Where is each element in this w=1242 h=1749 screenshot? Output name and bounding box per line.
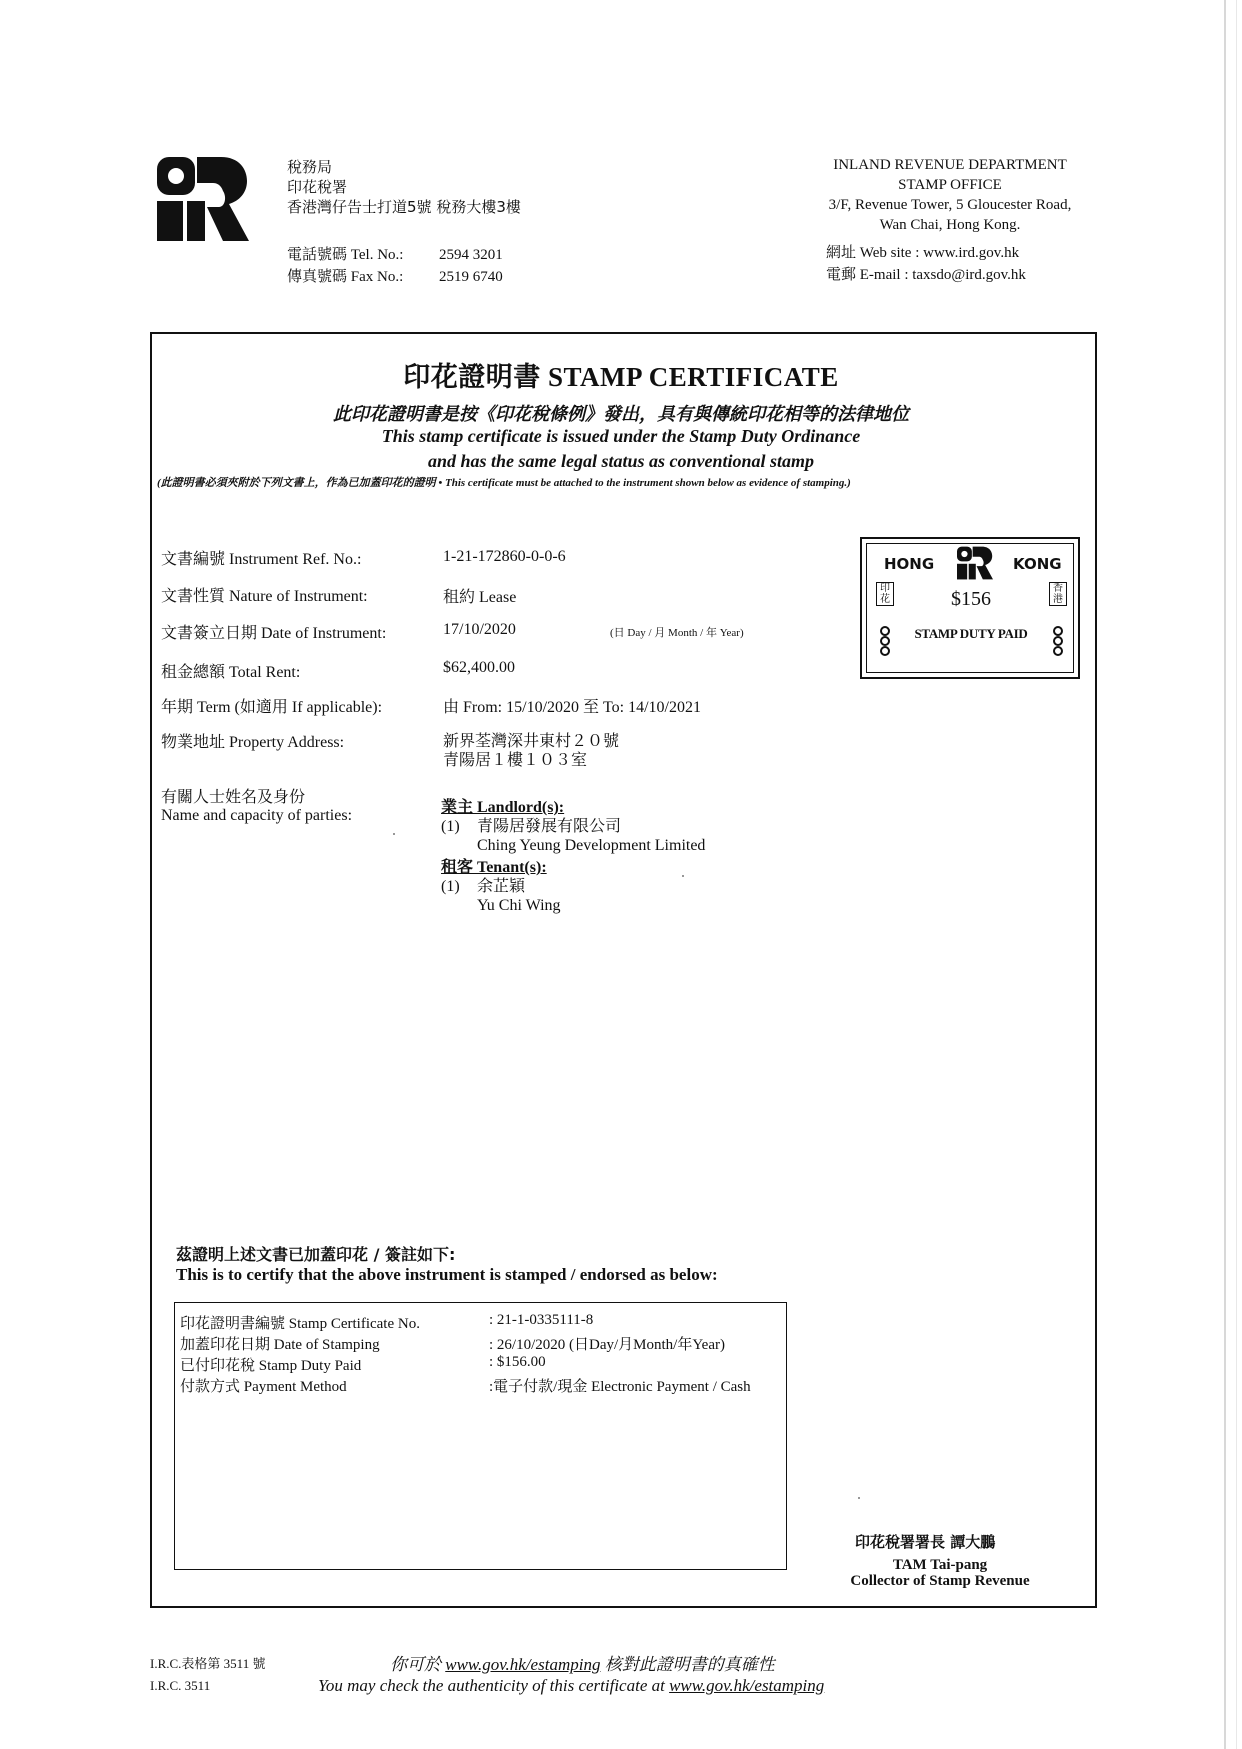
date-of-instrument-label: 文書簽立日期 Date of Instrument: xyxy=(161,625,387,642)
scan-speck xyxy=(393,833,395,835)
collector-name-cn: 印花稅署署長 譚大鵬 xyxy=(855,1533,996,1551)
fax-label: 傳真號碼 Fax No.: xyxy=(287,269,404,285)
stamp-paid-text: STAMP DUTY PAID xyxy=(914,626,1028,641)
header-cn-line: 印花稅署 xyxy=(287,178,348,196)
form-number-en: I.R.C. 3511 xyxy=(150,1678,211,1693)
tenant-heading: 租客 Tenant(s): xyxy=(441,859,547,876)
landlord-number: (1) xyxy=(441,818,460,835)
verify-cn-suffix: 核對此證明書的真確性 xyxy=(604,1655,775,1674)
header-cn-line: 香港灣仔告士打道5號 稅務大樓3樓 xyxy=(287,198,521,216)
page-edge-line xyxy=(1236,0,1237,1749)
seal-left: 印花 xyxy=(876,582,894,606)
header-en-line: Wan Chai, Hong Kong. xyxy=(879,217,1021,233)
stamp-duty-paid-stamp xyxy=(860,537,1080,679)
landlord-name-cn: 青陽居發展有限公司 xyxy=(477,818,622,835)
certify-statement-en: This is to certify that the above instrument is stamped / endorsed as below: xyxy=(176,1265,718,1284)
tenant-name-en: Yu Chi Wing xyxy=(477,897,561,914)
tenant-entry xyxy=(441,877,705,915)
certify-statement-cn: 茲證明上述文書已加蓋印花 / 簽註如下: xyxy=(176,1245,456,1264)
term-value: 由 From: 15/10/2020 至 To: 14/10/2021 xyxy=(443,699,702,716)
email-text: 電郵 E-mail : taxsdo@ird.gov.hk xyxy=(826,267,1026,283)
total-rent-label: 租金總額 Total Rent: xyxy=(161,664,301,681)
collector-name-en: TAM Tai-pang xyxy=(892,1557,988,1573)
ird-english-address xyxy=(760,155,1140,235)
form-number-cn: I.R.C.表格第 3511 號 xyxy=(150,1656,266,1671)
contact-numbers xyxy=(287,244,503,288)
ird-logo-icon xyxy=(957,546,993,580)
estamping-link[interactable]: www.gov.hk/estamping xyxy=(445,1655,601,1674)
date-format-hint: (日 Day / 月 Month / 年 Year) xyxy=(610,627,744,639)
stamping-date-label: 加蓋印花日期 Date of Stamping xyxy=(180,1337,380,1353)
fax-value: 2519 6740 xyxy=(439,269,503,285)
term-label: 年期 Term (如適用 If applicable): xyxy=(161,699,383,716)
landlord-entry xyxy=(441,817,705,855)
cert-no-label: 印花證明書編號 Stamp Certificate No. xyxy=(180,1316,420,1332)
certificate-subtitle-en-1: This stamp certificate is issued under the Stamp Duty Ordinance xyxy=(381,426,861,446)
nature-label: 文書性質 Nature of Instrument: xyxy=(161,588,368,605)
property-address-line1: 新界荃灣深井東村２０號 xyxy=(443,733,620,750)
ird-logo-icon xyxy=(157,157,249,241)
verify-note-cn xyxy=(390,1650,775,1675)
page-edge-line xyxy=(1224,0,1226,1749)
tenant-number: (1) xyxy=(441,878,460,895)
form-number xyxy=(150,1653,265,1697)
stamping-date-value: : 26/10/2020 (日Day/月Month/年Year) xyxy=(489,1337,725,1353)
property-address-label: 物業地址 Property Address: xyxy=(161,734,345,751)
header-en-line: STAMP OFFICE xyxy=(898,177,1002,193)
certificate-subtitle-cn: 此印花證明書是按《印花稅條例》發出，具有與傳統印花相等的法律地位 xyxy=(333,404,909,424)
landlord-heading: 業主 Landlord(s): xyxy=(441,799,565,816)
stamp-kong-text: KONG xyxy=(1013,555,1062,573)
scan-speck xyxy=(682,875,684,877)
tel-value: 2594 3201 xyxy=(439,247,503,263)
cert-no-value: : 21-1-0335111-8 xyxy=(489,1312,594,1328)
website-text: 網址 Web site : www.ird.gov.hk xyxy=(826,245,1020,261)
instrument-ref-value: 1-21-172860-0-0-6 xyxy=(443,548,566,565)
parties-list xyxy=(441,798,705,915)
verify-cn-prefix: 你可於 xyxy=(390,1655,441,1674)
instrument-ref-label: 文書編號 Instrument Ref. No.: xyxy=(161,551,362,568)
certificate-notice: (此證明書必須夾附於下列文書上，作為已加蓋印花的證明 • This certificate must be attached to the instrument shown below as evidence of stamping.) xyxy=(157,477,851,489)
property-address-line2: 青陽居１樓１０３室 xyxy=(443,752,588,769)
estamping-link[interactable]: www.gov.hk/estamping xyxy=(669,1676,825,1695)
verify-note-en xyxy=(318,1676,824,1696)
parties-label-en: Name and capacity of parties: xyxy=(161,807,353,824)
stamp-amount: $156 xyxy=(951,588,991,610)
landlord-name-en: Ching Yeung Development Limited xyxy=(477,837,706,854)
header-en-line: INLAND REVENUE DEPARTMENT xyxy=(833,157,1067,173)
stamp-hong-text: HONG xyxy=(884,555,935,573)
date-of-instrument-value: 17/10/2020 xyxy=(443,621,516,638)
certificate-title: 印花證明書 STAMP CERTIFICATE xyxy=(403,362,839,392)
total-rent-value: $62,400.00 xyxy=(443,659,515,676)
nature-value: 租約 Lease xyxy=(443,589,517,606)
seal-right: 香港 xyxy=(1049,582,1067,606)
tel-label: 電話號碼 Tel. No.: xyxy=(287,247,404,263)
scan-speck xyxy=(858,1497,860,1499)
collector-title: Collector of Stamp Revenue xyxy=(850,1573,1030,1589)
certificate-subtitle-en-2: and has the same legal status as conventional stamp xyxy=(427,451,815,471)
payment-method-label: 付款方式 Payment Method xyxy=(180,1379,347,1395)
verify-en-prefix: You may check the authenticity of this certificate at xyxy=(318,1676,665,1695)
header-cn-line: 稅務局 xyxy=(287,158,333,176)
web-contact xyxy=(826,242,1026,286)
ornament-icon xyxy=(1051,626,1065,656)
payment-method-value: :電子付款/現金 Electronic Payment / Cash xyxy=(489,1379,751,1395)
duty-paid-label: 已付印花稅 Stamp Duty Paid xyxy=(180,1358,362,1374)
ird-chinese-address xyxy=(287,157,521,217)
parties-label xyxy=(161,789,352,825)
tenant-name-cn: 余芷穎 xyxy=(477,878,526,895)
duty-paid-value: : $156.00 xyxy=(489,1354,546,1370)
parties-label-cn: 有關人士姓名及身份 xyxy=(161,789,306,806)
header-en-line: 3/F, Revenue Tower, 5 Gloucester Road, xyxy=(828,197,1072,213)
stamp-inner-border xyxy=(866,543,1074,673)
ornament-icon xyxy=(878,626,892,656)
